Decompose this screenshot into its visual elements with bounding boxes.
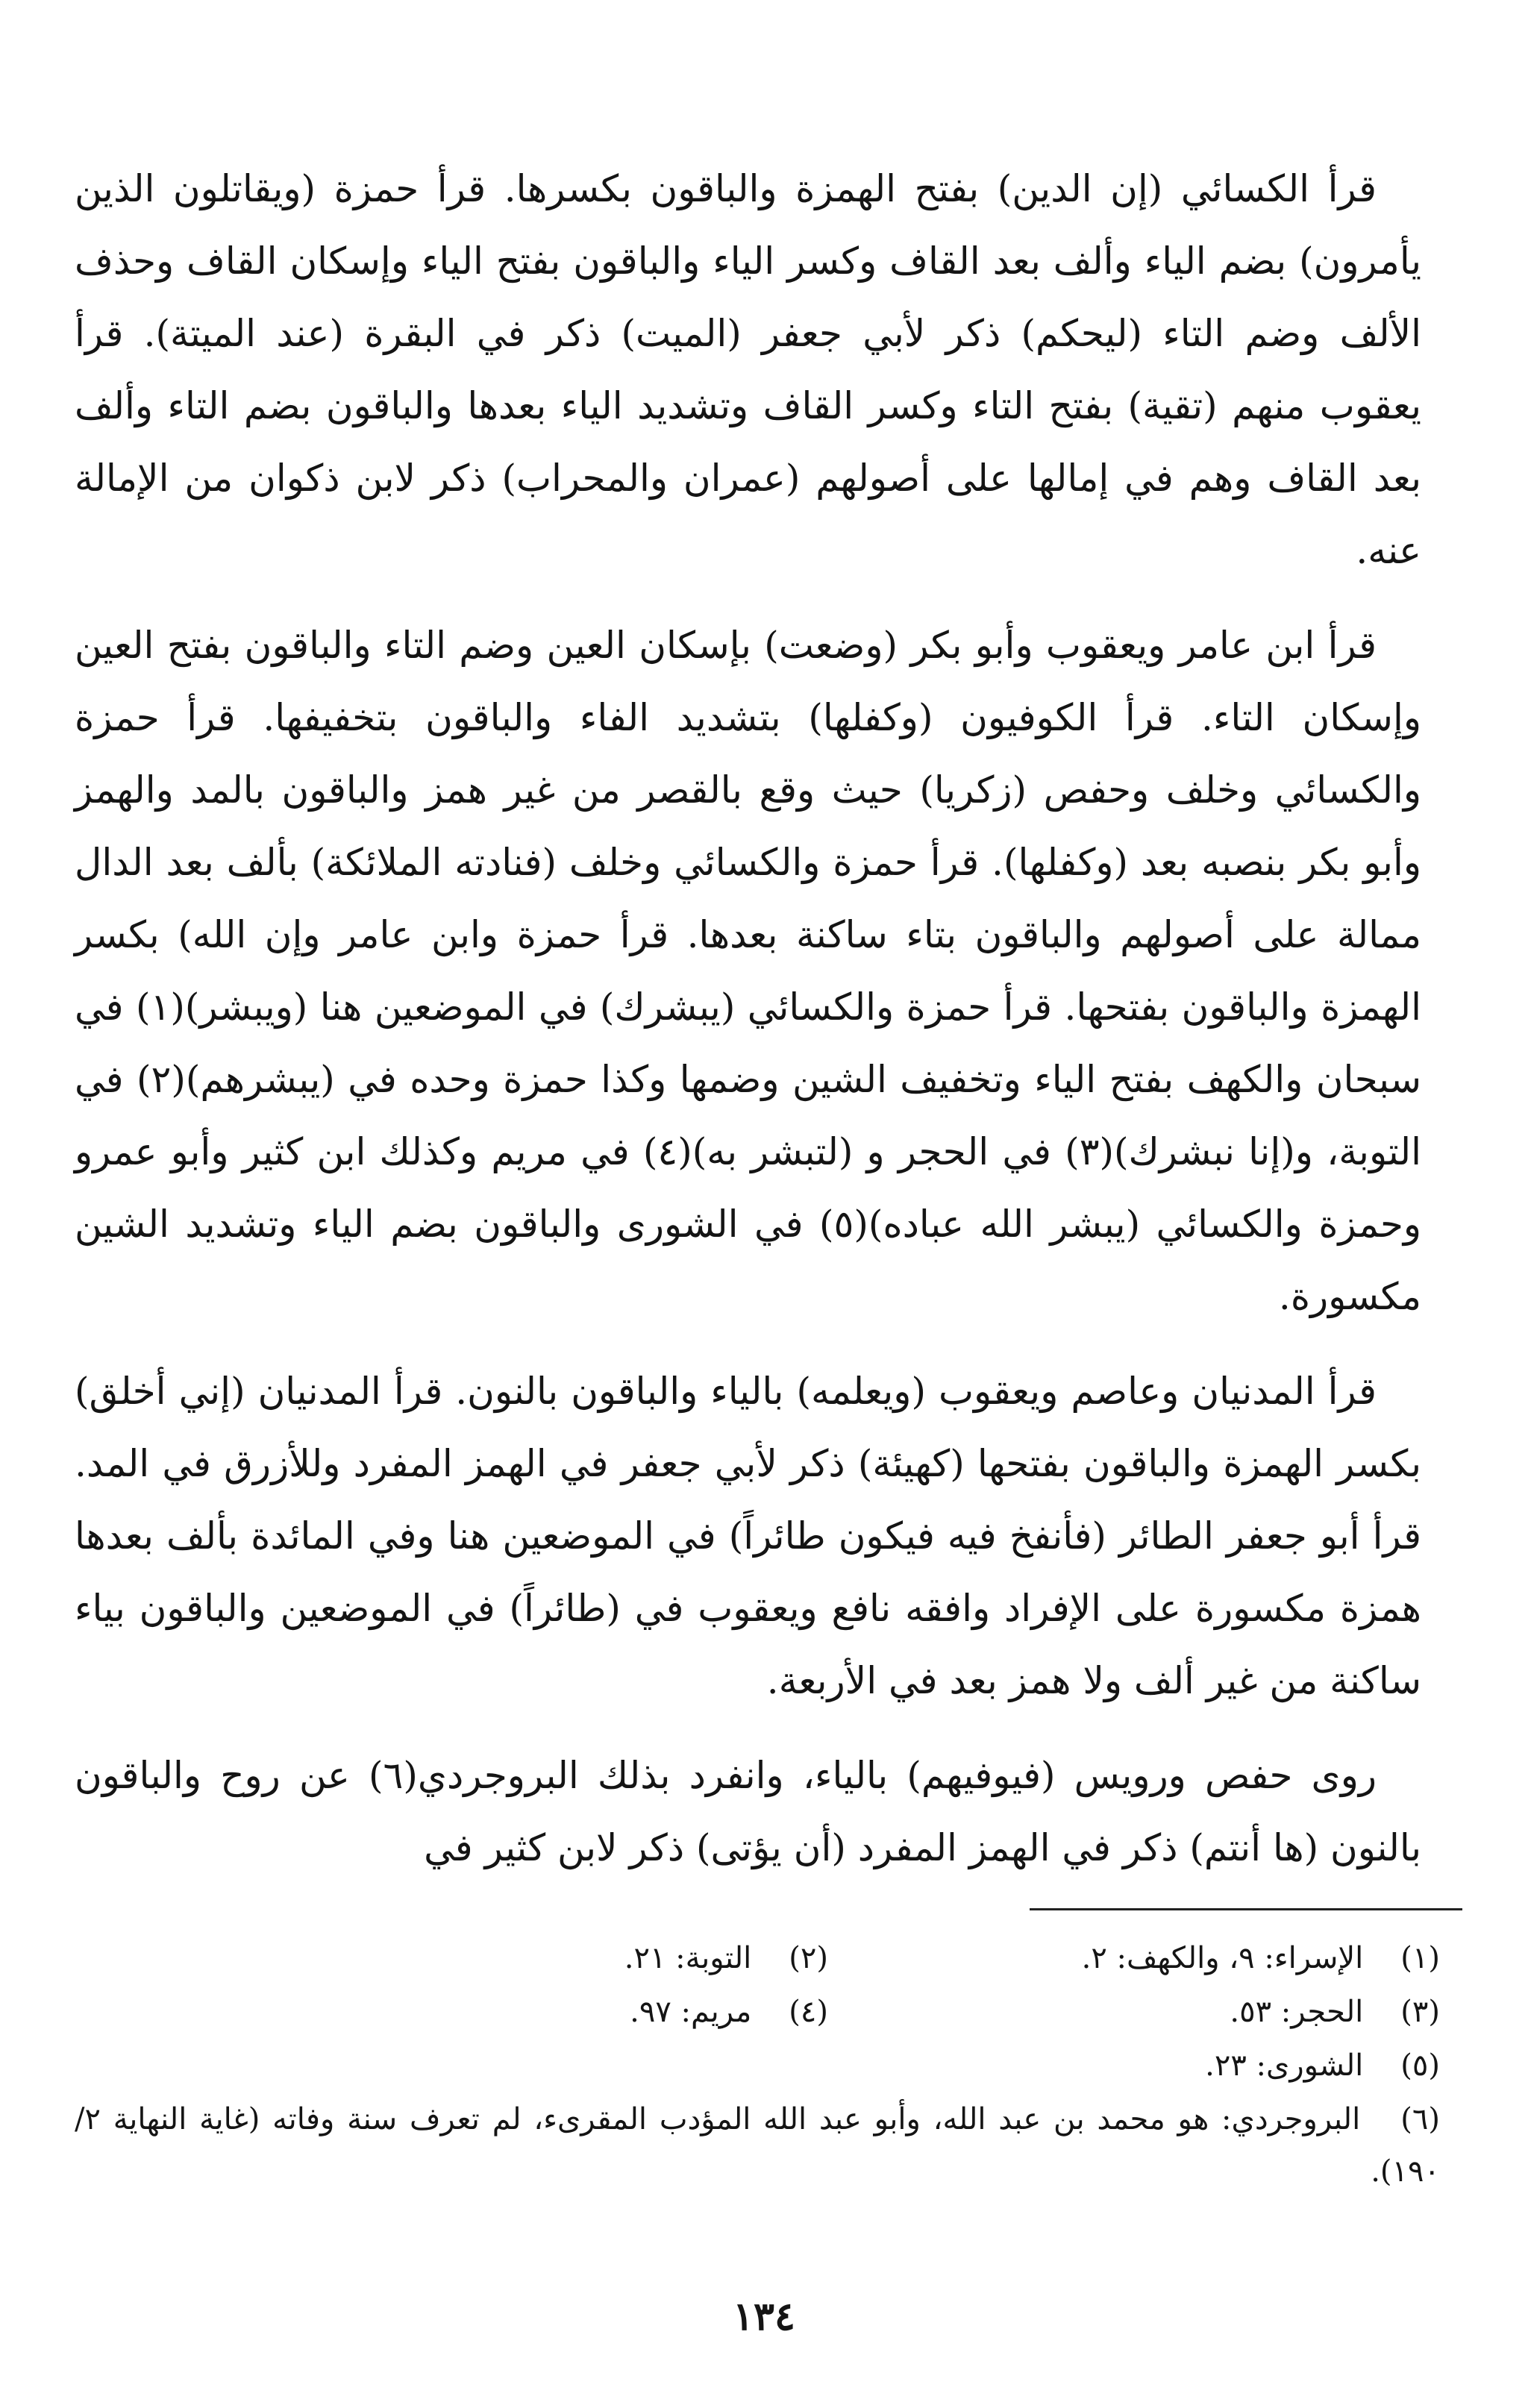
footnote-text: التوبة: ٢١. bbox=[624, 1941, 752, 1975]
footnote-number: (٤) bbox=[789, 1995, 828, 2029]
footnote bbox=[381, 1986, 828, 2038]
footnote-text: مريم: ٩٧. bbox=[630, 1995, 752, 2029]
footnote-text: الحجر: ٥٣. bbox=[1230, 1995, 1364, 2029]
footnote-text: الشورى: ٢٣. bbox=[1205, 2048, 1364, 2083]
footnote bbox=[992, 1986, 1440, 2038]
paragraph: روى حفص ورويس (فيوفيهم) بالياء، وانفرد بذلك البروجردي(٦) عن روح والباقون بالنون (ها أنتم) ذكر في الهمز المفرد (أن يؤتى) ذكر لابن كثير في bbox=[75, 1754, 1421, 1869]
footnote-number: (٦) bbox=[1400, 2102, 1440, 2136]
footnote-text: البروجردي: هو محمد بن عبد الله، وأبو عبد الله المؤدب المقرىء، لم تعرف سنة وفاته (غاية النهاية ٢/ ١٩٠). bbox=[75, 2102, 1440, 2189]
paragraph: قرأ المدنيان وعاصم ويعقوب (ويعلمه) بالياء والباقون بالنون. قرأ المدنيان (إني أخلق) بكسر الهمزة والباقون بفتحها (كهيئة) ذكر لأبي جعفر في الهمز المفرد وللأزرق في المد. قرأ أبو جعفر الطائر (فأنفخ فيه فيكون طائراً) في الموضعين هنا وفي المائدة بألف بعدها همزة مكسورة على الإفراد وافقه نافع ويعقوب في (طائراً) في الموضعين والباقون بياء ساكنة من غير ألف ولا همز بعد في الأربعة. bbox=[75, 1370, 1421, 1702]
footnote-number: (٢) bbox=[789, 1941, 828, 1975]
paragraph: قرأ ابن عامر ويعقوب وأبو بكر (وضعت) بإسكان العين وضم التاء والباقون بفتح العين وإسكان التاء. قرأ الكوفيون (وكفلها) بتشديد الفاء والباقون بتخفيفها. قرأ حمزة والكسائي وخلف وحفص (زكريا) حيث وقع بالقصر من غير همز والباقون بالمد والهمز وأبو بكر بنصبه بعد (وكفلها). قرأ حمزة والكسائي وخلف (فنادته الملائكة) بألف بعد الدال ممالة على أصولهم والباقون بتاء ساكنة بعدها. قرأ حمزة وابن عامر وإن الله) بكسر الهمزة والباقون بفتحها. قرأ حمزة والكسائي (يبشرك) في الموضعين هنا (ويبشر)(١) في سبحان والكهف بفتح الياء وتخفيف الشين وضمها وكذا حمزة وحده في (يبشرهم)(٢) في التوبة، و(إنا نبشرك)(٣) في الحجر و (لتبشر به)(٤) في مريم وكذلك ابن كثير وأبو عمرو وحمزة والكسائي (يبشر الله عباده)(٥) في الشورى والباقون بضم الياء وتشديد الشين مكسورة. bbox=[75, 624, 1422, 1318]
footnote-number: (١) bbox=[1400, 1941, 1440, 1975]
footnote-divider bbox=[1030, 1908, 1462, 1910]
main-text bbox=[75, 153, 1421, 1907]
paragraph: قرأ الكسائي (إن الدين) بفتح الهمزة والباقون بكسرها. قرأ حمزة (ويقاتلون الذين يأمرون) بضم الياء وألف بعد القاف وكسر الياء والباقون بفتح الياء وإسكان القاف وحذف الألف وضم التاء (ليحكم) ذكر لأبي جعفر (الميت) ذكر في البقرة (عند الميتة). قرأ يعقوب منهم (تقية) بفتح التاء وكسر القاف وتشديد الياء بعدها والباقون بضم التاء وألف بعد القاف وهم في إمالها على أصولهم (عمران والمحراب) ذكر لابن ذكوان من الإمالة عنه. bbox=[75, 167, 1421, 572]
footnote-number: (٥) bbox=[1400, 2048, 1440, 2083]
footnote bbox=[992, 2039, 1440, 2092]
footnote bbox=[75, 2093, 1440, 2198]
footnote bbox=[992, 1932, 1440, 1984]
footnote bbox=[381, 1932, 828, 1984]
footnote-text: الإسراء: ٩، والكهف: ٢. bbox=[1081, 1941, 1364, 1975]
footnote-number: (٣) bbox=[1400, 1995, 1440, 2029]
page-number: ١٣٤ bbox=[733, 2294, 795, 2339]
